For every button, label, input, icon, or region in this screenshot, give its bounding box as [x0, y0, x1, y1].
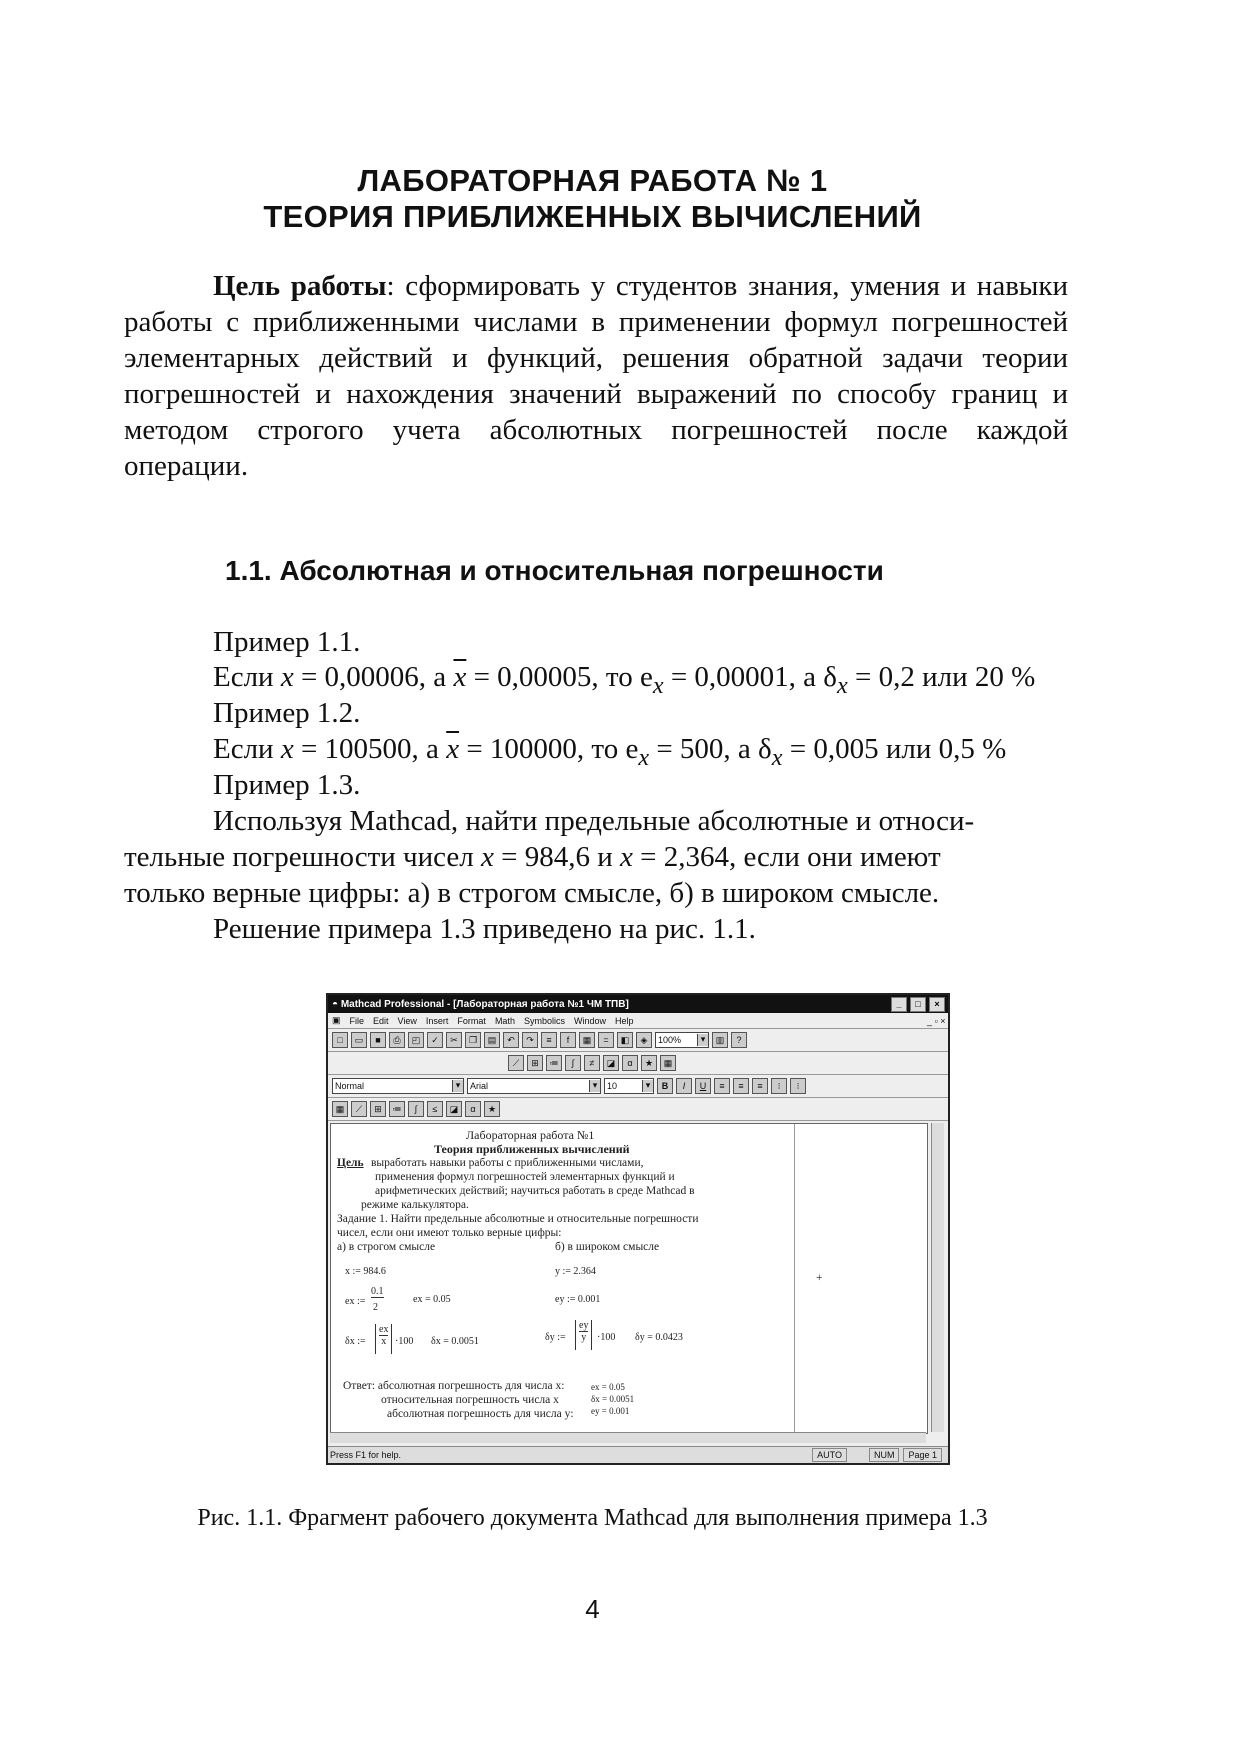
- doc-subtitle: Теория приближенных вычислений: [434, 1142, 630, 1156]
- doc-x-def: x := 984.6: [345, 1266, 386, 1277]
- menu-window[interactable]: Window: [573, 1015, 606, 1026]
- eval-palette-icon[interactable]: ≔: [389, 1101, 405, 1117]
- doc-answer3: абсолютная погрешность для числа y:: [387, 1408, 574, 1420]
- align-icon[interactable]: ≡: [541, 1032, 557, 1048]
- symb-palette-icon[interactable]: ★: [484, 1101, 500, 1117]
- window-title: Mathcad Professional - [Лабораторная работа №1 ЧМ ТПВ]: [340, 998, 629, 1010]
- solution-text: Решение примера 1.3 приведено на рис. 1.1.: [213, 913, 756, 945]
- example-1-label: Пример 1.1.: [213, 626, 361, 658]
- minimize-icon[interactable]: _: [891, 997, 907, 1012]
- example-3-line3: только верные цифры: а) в строгом смысле, б) в широком смысле.: [124, 877, 940, 909]
- copy-icon[interactable]: ❐: [465, 1032, 481, 1048]
- status-help: Press F1 for help.: [330, 1450, 402, 1460]
- menu-math[interactable]: Math: [494, 1015, 515, 1026]
- example-2-text: Если x = 100500, а $\overline{x} = 100000$, то $e_x = 500$, а $\delta_x = 0,005$ или 0,5 %: [213, 733, 1007, 771]
- vertical-scrollbar[interactable]: [931, 1123, 944, 1432]
- doc-dx-frac: ex x: [375, 1324, 392, 1354]
- doc-ex-def: ex :=: [345, 1296, 366, 1307]
- calculus-palette-icon[interactable]: ∫: [408, 1101, 424, 1117]
- print-icon[interactable]: ⎙: [389, 1032, 405, 1048]
- doc-icon: ▣: [332, 1015, 341, 1025]
- doc-answer1-val: ex = 0.05: [591, 1382, 625, 1392]
- close-icon[interactable]: ×: [929, 997, 945, 1012]
- doc-task-line2: чисел, если они имеют только верные цифры:: [337, 1227, 562, 1239]
- calc-palette-icon[interactable]: ▦: [332, 1101, 348, 1117]
- menu-symbolics[interactable]: Symbolics: [523, 1015, 565, 1026]
- right-margin-line: [794, 1124, 795, 1433]
- doc-answer1: Ответ: абсолютная погрешность для числа x:: [343, 1380, 565, 1392]
- bold-button[interactable]: B: [657, 1078, 673, 1094]
- goal-text: : сформировать у студентов знания, умения и навыки работы с приближенными числами в применении формул погрешностей элементарных действий и функций, решения обратной задачи теории погрешностей и нахождения значений выражений по способу границ и методом строгого учета абсолютных погрешностей после каждой операции.: [124, 270, 1068, 482]
- doc-ey-def: ey := 0.001: [555, 1294, 601, 1305]
- doc-ex-num: 0.1: [371, 1286, 384, 1297]
- example-1-text: Если x = 0,00006, а $\overline{x} = 0,00005$, то $e_x = 0,00001$, а $\delta_x = 0,2$ или 20 %: [213, 661, 1036, 699]
- figure-caption: Рис. 1.1. Фрагмент рабочего документа Mathcad для выполнения примера 1.3: [197, 1505, 988, 1531]
- math-toolbar: [328, 1052, 948, 1075]
- symbolic-icon[interactable]: ★: [641, 1055, 657, 1071]
- example-3-line2: тельные погрешности чисел x = 984,6 и x = 2,364, если они имеют: [124, 841, 941, 873]
- doc-task-line1: Задание 1. Найти предельные абсолютные и относительные погрешности: [337, 1213, 699, 1225]
- calculator-icon[interactable]: ▦: [660, 1055, 676, 1071]
- redo-icon[interactable]: ↷: [522, 1032, 538, 1048]
- cut-icon[interactable]: ✂: [446, 1032, 462, 1048]
- bool-palette-icon[interactable]: ≤: [427, 1101, 443, 1117]
- calculus-icon[interactable]: ∫: [565, 1055, 581, 1071]
- menu-view[interactable]: View: [397, 1015, 417, 1026]
- align-left-icon[interactable]: ≡: [714, 1078, 730, 1094]
- greek-icon[interactable]: α: [622, 1055, 638, 1071]
- greek-palette-icon[interactable]: α: [465, 1101, 481, 1117]
- doc-case-a: а) в строгом смысле: [337, 1241, 436, 1253]
- italic-button[interactable]: I: [676, 1078, 692, 1094]
- doc-dx-val: δx = 0.0051: [431, 1336, 479, 1347]
- status-auto: AUTO: [812, 1448, 847, 1462]
- spell-icon[interactable]: ✓: [427, 1032, 443, 1048]
- calculate-icon[interactable]: =: [598, 1032, 614, 1048]
- window-titlebar: [328, 995, 948, 1013]
- example-3-label: Пример 1.3.: [213, 769, 361, 801]
- boolean-icon[interactable]: ≠: [584, 1055, 600, 1071]
- doc-dy-frac: ey y: [575, 1320, 592, 1350]
- doc-ex-val: ex = 0.05: [413, 1294, 451, 1305]
- lab-title: ЛАБОРАТОРНАЯ РАБОТА № 1: [357, 163, 828, 198]
- mathcad-window: [326, 993, 950, 1465]
- doc-answer3-val: ey = 0.001: [591, 1406, 630, 1416]
- font-select[interactable]: Arial ▾: [467, 1078, 601, 1094]
- bullets-icon[interactable]: ⁝: [771, 1078, 787, 1094]
- standard-toolbar: [328, 1029, 948, 1052]
- graph-icon[interactable]: ⟋: [508, 1055, 524, 1071]
- component-icon[interactable]: ◧: [617, 1032, 633, 1048]
- matrix-palette-icon[interactable]: ⊞: [370, 1101, 386, 1117]
- menu-edit[interactable]: Edit: [373, 1015, 389, 1026]
- zoom-select[interactable]: 100% ▾: [655, 1032, 709, 1048]
- resources-icon[interactable]: ▥: [712, 1032, 728, 1048]
- doc-dy-mul: ·100: [597, 1332, 616, 1343]
- example-3-line1: Используя Mathcad, найти предельные абсолютные и относи-: [213, 805, 975, 837]
- section-title: 1.1. Абсолютная и относительная погрешности: [225, 555, 884, 586]
- underline-button[interactable]: U: [695, 1078, 711, 1094]
- doc-goal-label: Цель: [337, 1157, 364, 1169]
- doc-goal-line2: применения формул погрешностей элементарных функций и: [375, 1171, 675, 1183]
- preview-icon[interactable]: ◰: [408, 1032, 424, 1048]
- menu-help[interactable]: Help: [614, 1015, 634, 1026]
- programming-icon[interactable]: ◪: [603, 1055, 619, 1071]
- size-select[interactable]: 10 ▾: [604, 1078, 654, 1094]
- menu-format[interactable]: Format: [457, 1015, 486, 1026]
- status-bar: [328, 1446, 948, 1463]
- doc-goal-line4: режиме калькулятора.: [361, 1199, 469, 1211]
- help-icon[interactable]: ?: [731, 1032, 747, 1048]
- save-icon[interactable]: ■: [370, 1032, 386, 1048]
- resource-icon[interactable]: ◈: [636, 1032, 652, 1048]
- menu-bar: [328, 1013, 948, 1029]
- undo-icon[interactable]: ↶: [503, 1032, 519, 1048]
- align-right-icon[interactable]: ≡: [752, 1078, 768, 1094]
- open-icon[interactable]: ▭: [351, 1032, 367, 1048]
- lab-subtitle: ТЕОРИЯ ПРИБЛИЖЕННЫХ ВЫЧИСЛЕНИЙ: [263, 199, 922, 234]
- app-icon: ◓: [332, 998, 341, 1010]
- doc-answer2: относительная погрешность числа x: [381, 1394, 559, 1406]
- align-center-icon[interactable]: ≡: [733, 1078, 749, 1094]
- maximize-icon[interactable]: □: [910, 997, 926, 1012]
- unit-icon[interactable]: ▦: [579, 1032, 595, 1048]
- menu-file[interactable]: File: [349, 1015, 365, 1026]
- matrix-icon[interactable]: ⊞: [527, 1055, 543, 1071]
- doc-dx-def: δx :=: [345, 1336, 366, 1347]
- menu-insert[interactable]: Insert: [425, 1015, 449, 1026]
- doc-y-def: y := 2.364: [555, 1266, 596, 1277]
- goal-label: Цель работы: [213, 270, 387, 302]
- doc-controls-icon[interactable]: _ ▫ ×: [927, 1015, 948, 1026]
- new-icon[interactable]: □: [332, 1032, 348, 1048]
- doc-title: Лабораторная работа №1: [466, 1128, 595, 1142]
- palette-toolbar: [328, 1098, 948, 1121]
- doc-dy-def: δy :=: [545, 1332, 566, 1343]
- goal-paragraph: [124, 268, 1068, 484]
- graph-palette-icon[interactable]: ⟋: [351, 1101, 367, 1117]
- status-num: NUM: [869, 1448, 900, 1462]
- doc-answer2-val: δx = 0.0051: [591, 1394, 635, 1404]
- prog-palette-icon[interactable]: ◪: [446, 1101, 462, 1117]
- formatting-toolbar: [328, 1075, 948, 1098]
- doc-case-b: б) в широком смысле: [555, 1241, 660, 1253]
- cursor-crosshair-icon: +: [816, 1272, 823, 1284]
- doc-dy-val: δy = 0.0423: [635, 1332, 683, 1343]
- style-select[interactable]: Normal ▾: [332, 1078, 464, 1094]
- example-2-label: Пример 1.2.: [213, 697, 361, 729]
- numbering-icon[interactable]: ⁝: [790, 1078, 806, 1094]
- function-icon[interactable]: f: [560, 1032, 576, 1048]
- horizontal-scrollbar[interactable]: [330, 1432, 926, 1443]
- doc-ex-den: 2: [373, 1302, 378, 1313]
- evaluation-icon[interactable]: ≔: [546, 1055, 562, 1071]
- worksheet-area[interactable]: [330, 1123, 928, 1434]
- doc-goal-line3: арифметических действий; научиться работать в среде Mathcad в: [375, 1185, 695, 1197]
- doc-goal-line1: выработать навыки работы с приближенными числами,: [371, 1157, 644, 1169]
- paste-icon[interactable]: ▤: [484, 1032, 500, 1048]
- doc-dx-mul: ·100: [395, 1336, 414, 1347]
- page-number: 4: [585, 1594, 600, 1624]
- status-page: Page 1: [903, 1448, 942, 1462]
